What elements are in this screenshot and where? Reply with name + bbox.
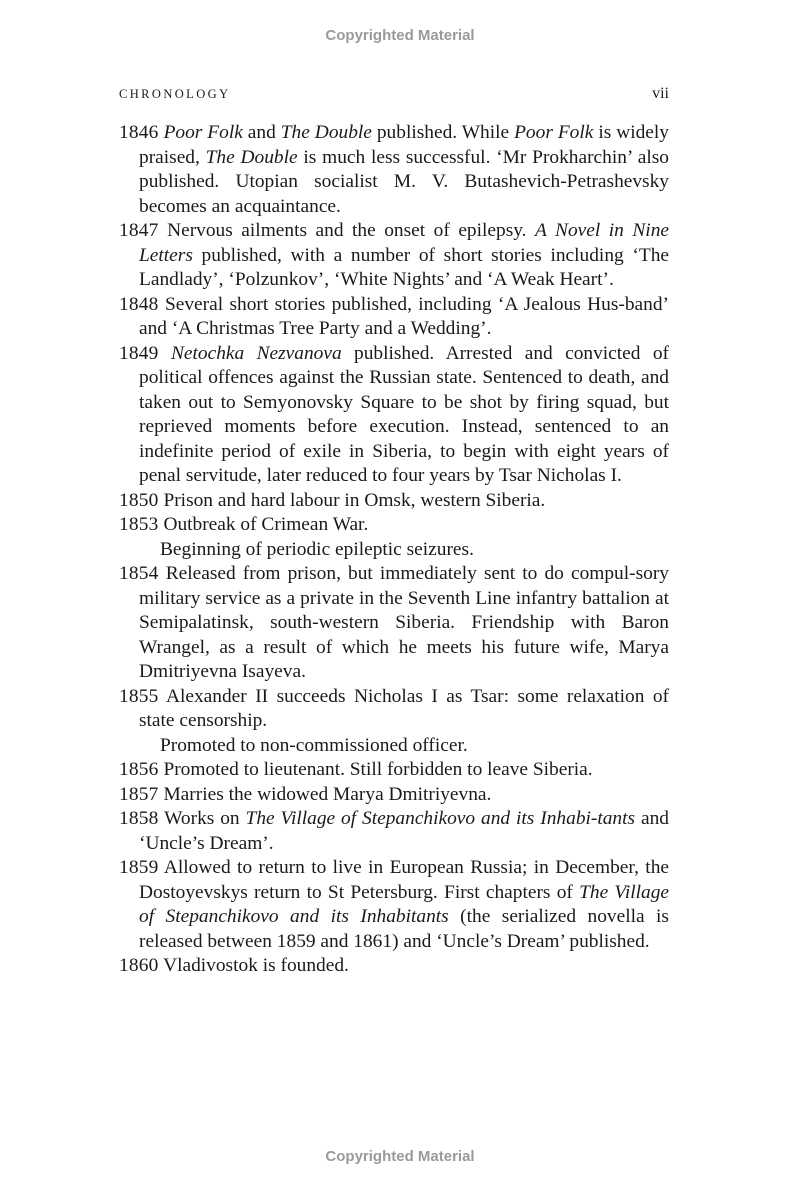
entry-text: and ‘Uncle’s Dream’. bbox=[139, 808, 669, 854]
entry-text: Alexander II succeeds Nicholas I as Tsar: some relaxation of state censorship. bbox=[139, 685, 669, 731]
entry-title-italic: The Village of Stepanchikovo and its Inhabi-tants bbox=[245, 808, 636, 829]
chronology-entry bbox=[119, 807, 669, 856]
entry-text bbox=[159, 343, 171, 364]
entry-year: 1860 bbox=[119, 955, 159, 976]
entry-text: published. Arrested and convicted of political offences against the Russian state. Sentenced to death, and taken out to Semyonovsky Square to be shot by firing squad, but reprieved moments before execution. Instead, sentenced to an indefinite period of exile in Siberia, to begin with eight years of penal servitude, later reduced to four years by Tsar Nicholas I. bbox=[139, 342, 669, 486]
copyright-watermark-bottom: Copyrighted Material bbox=[325, 1148, 475, 1165]
entry-text: Marries the widowed Marya Dmitriyevna. bbox=[158, 783, 492, 805]
chronology-entry bbox=[119, 562, 669, 685]
chronology-entry bbox=[119, 856, 669, 954]
entry-text: Works on bbox=[158, 808, 246, 829]
entry-year: 1859 bbox=[119, 857, 159, 878]
entry-title-italic: Poor Folk bbox=[163, 122, 243, 143]
chronology-entry bbox=[119, 219, 669, 293]
entry-title-italic: The Double bbox=[205, 146, 298, 168]
chronology-entry bbox=[119, 293, 669, 342]
chronology-subentry: Beginning of periodic epileptic seizures. bbox=[160, 538, 474, 560]
chronology-entry bbox=[119, 783, 669, 808]
entry-year: 1849 bbox=[119, 342, 159, 364]
entry-title-italic: A Novel in Nine Letters bbox=[139, 220, 669, 266]
entry-text: Several short stories published, including ‘A Jealous Hus-band’ and ‘A Christmas Tree Party and a Wedding’. bbox=[139, 293, 669, 339]
entry-text: Promoted to lieutenant. Still forbidden to leave Siberia. bbox=[158, 759, 593, 780]
copyright-watermark-top: Copyrighted Material bbox=[325, 27, 475, 44]
entry-text: published, with a number of short stories including ‘The Landlady’, ‘Polzunkov’, ‘White Nights’ and ‘A Weak Heart’. bbox=[139, 244, 669, 290]
entry-year: 1854 bbox=[119, 563, 159, 584]
chronology-entry bbox=[119, 342, 669, 489]
entry-text: published. While bbox=[371, 122, 515, 143]
entry-title-italic: The Village of Stepanchikovo and its Inhabitants bbox=[139, 881, 669, 927]
entry-year: 1847 bbox=[119, 220, 159, 241]
entry-text: Released from prison, but immediately sent to do compul-sory military service as a private in the Seventh Line infantry battalion at Semipalatinsk, south-western Siberia. Friendship with Baron Wrangel, as a result of which he meets his future wife, Marya Dmitriyevna Isayeva. bbox=[139, 563, 669, 682]
entry-year: 1857 bbox=[119, 783, 159, 805]
entry-title-italic: The Double bbox=[280, 122, 372, 143]
entry-text: Allowed to return to live in European Russia; in December, the Dostoyevskys return to St Petersburg. First chapters of bbox=[139, 857, 669, 903]
chronology-entry bbox=[119, 685, 669, 734]
entry-year: 1853 bbox=[119, 514, 159, 535]
entry-text: is widely praised, bbox=[139, 122, 669, 168]
chronology-list bbox=[119, 121, 669, 979]
running-head bbox=[119, 85, 669, 103]
entry-year: 1850 bbox=[119, 489, 159, 511]
entry-year: 1848 bbox=[119, 293, 159, 315]
entry-year: 1858 bbox=[119, 808, 159, 829]
entry-text: Nervous ailments and the onset of epilepsy. bbox=[158, 220, 536, 241]
entry-text: Outbreak of Crimean War. bbox=[158, 514, 369, 535]
entry-year: 1856 bbox=[119, 759, 159, 780]
running-head-title: CHRONOLOGY bbox=[119, 87, 231, 101]
entry-title-italic: Netochka Nezvanova bbox=[170, 342, 342, 364]
entry-text: is much less successful. ‘Mr Prokharchin’ also published. Utopian socialist M. V. Butashevich-Petrashevsky becomes an acquaintance. bbox=[139, 146, 669, 217]
entry-year: 1846 bbox=[119, 122, 159, 143]
chronology-entry bbox=[119, 489, 669, 514]
entry-text: (the serialized novella is released between 1859 and 1861) and ‘Uncle’s Dream’ published. bbox=[139, 906, 669, 952]
chronology-subentry: Promoted to non-commissioned officer. bbox=[160, 734, 468, 756]
entry-text: Vladivostok is founded. bbox=[158, 955, 349, 976]
entry-title-italic: Poor Folk bbox=[514, 122, 594, 143]
entry-text: and bbox=[242, 122, 281, 143]
entry-year: 1855 bbox=[119, 685, 159, 707]
chronology-entry bbox=[119, 121, 669, 219]
chronology-entry bbox=[119, 513, 669, 538]
chronology-entry bbox=[119, 954, 669, 979]
chronology-entry bbox=[119, 758, 669, 783]
entry-text: Prison and hard labour in Omsk, western Siberia. bbox=[158, 489, 546, 511]
page-number: vii bbox=[652, 85, 669, 102]
